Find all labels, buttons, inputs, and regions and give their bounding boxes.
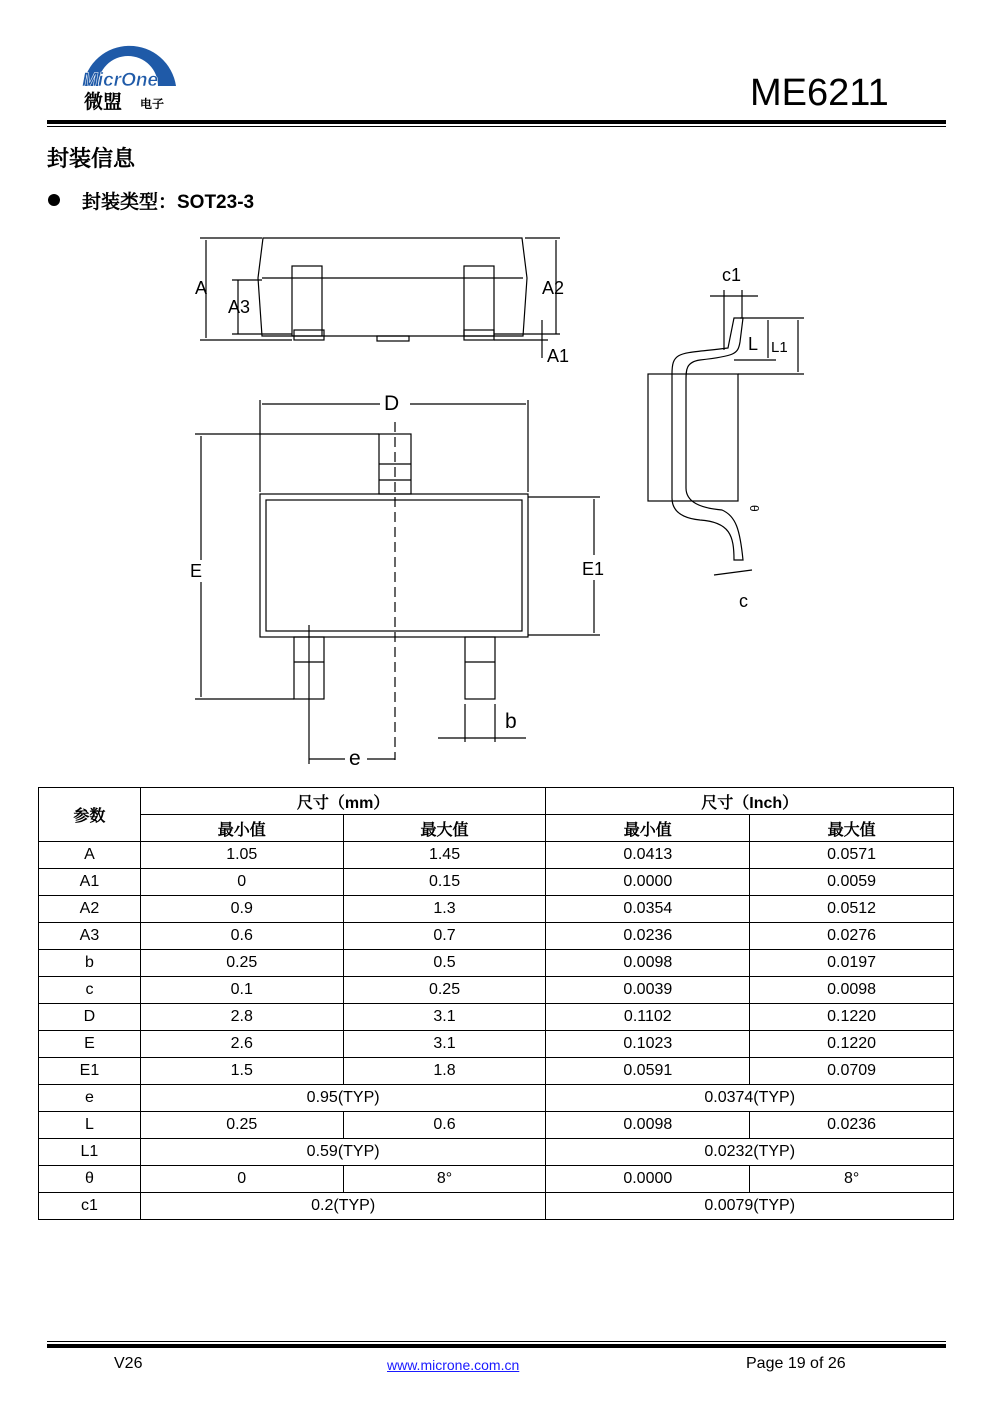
cell-mm-max: 3.1 [343,1004,546,1031]
cell-in-min: 0.0098 [546,950,750,977]
cell-mm-typ: 0.59(TYP) [140,1139,546,1166]
cell-p: A1 [39,869,141,896]
cell-in-max: 0.0276 [750,923,954,950]
cell-mm-min: 0.1 [140,977,343,1004]
cell-in-min: 0.0098 [546,1112,750,1139]
svg-text:e: e [349,747,361,770]
param-header: 参数 [39,788,141,842]
cell-in-max: 0.0709 [750,1058,954,1085]
cell-in-min: 0.0236 [546,923,750,950]
table-row [39,896,954,923]
cell-p: A [39,842,141,869]
table-row [39,842,954,869]
cell-mm-min: 2.8 [140,1004,343,1031]
svg-text:微盟: 微盟 [84,92,123,113]
website-link[interactable]: www.microne.com.cn [387,1357,520,1373]
cell-mm-min: 0.6 [140,923,343,950]
cell-in-max: 0.0197 [750,950,954,977]
cell-mm-max: 3.1 [343,1031,546,1058]
svg-text:电子: 电子 [140,97,165,111]
mm-header: 尺寸（mm） [140,788,546,815]
cell-mm-min: 0 [140,869,343,896]
cell-in-max: 0.1220 [750,1031,954,1058]
cell-in-min: 0.0413 [546,842,750,869]
cell-in-min: 0.1023 [546,1031,750,1058]
inch-header: 尺寸（Inch） [546,788,954,815]
cell-p: E1 [39,1058,141,1085]
table-row [39,1031,954,1058]
table-row [39,1139,954,1166]
svg-text:L: L [748,334,759,354]
dimensions-table [38,787,954,1220]
cell-in-max: 0.0512 [750,896,954,923]
svg-text:MicrOne: MicrOne [82,70,159,91]
cell-in-typ: 0.0374(TYP) [546,1085,954,1112]
table-row [39,977,954,1004]
cell-mm-max: 1.8 [343,1058,546,1085]
package-type-label: 封装类型：SOT23-3 [82,192,255,213]
cell-in-max: 0.0571 [750,842,954,869]
cell-mm-min: 0.25 [140,1112,343,1139]
cell-in-min: 0.0354 [546,896,750,923]
svg-text:A3: A3 [228,297,251,317]
cell-p: A3 [39,923,141,950]
footer-rule-thin [47,1341,946,1342]
cell-mm-min: 0 [140,1166,343,1193]
svg-text:A1: A1 [547,346,570,366]
microne-logo [78,24,180,114]
inch-min-header: 最小值 [546,815,750,842]
cell-p: e [39,1085,141,1112]
table-row [39,1193,954,1220]
cell-p: c1 [39,1193,141,1220]
cell-mm-max: 8° [343,1166,546,1193]
cell-in-max: 0.0236 [750,1112,954,1139]
table-row [39,869,954,896]
cell-mm-typ: 0.95(TYP) [140,1085,546,1112]
cell-in-min: 0.0591 [546,1058,750,1085]
table-row [39,1112,954,1139]
cell-mm-min: 2.6 [140,1031,343,1058]
cell-mm-max: 1.3 [343,896,546,923]
cell-mm-min: 0.25 [140,950,343,977]
footer-rule [47,1344,946,1348]
cell-in-min: 0.0000 [546,869,750,896]
cell-mm-max: 0.6 [343,1112,546,1139]
cell-p: L [39,1112,141,1139]
cell-mm-min: 1.5 [140,1058,343,1085]
svg-text:b: b [505,710,517,733]
cell-p: A2 [39,896,141,923]
cell-in-max: 8° [750,1166,954,1193]
svg-text:A: A [195,278,208,298]
svg-text:E1: E1 [582,559,605,579]
cell-in-min: 0.0039 [546,977,750,1004]
cell-p: b [39,950,141,977]
version: V26 [114,1355,143,1372]
cell-mm-min: 0.9 [140,896,343,923]
svg-text:D: D [384,392,400,415]
cell-in-typ: 0.0079(TYP) [546,1193,954,1220]
svg-text:L1: L1 [771,339,788,356]
table-row [39,1004,954,1031]
mm-max-header: 最大值 [343,815,546,842]
header-rule [47,120,946,124]
table-row [39,1058,954,1085]
drawing-labels [0,230,991,780]
table-row [39,950,954,977]
cell-mm-min: 1.05 [140,842,343,869]
inch-max-header: 最大值 [750,815,954,842]
svg-text:A2: A2 [542,278,565,298]
svg-text:E: E [190,561,203,581]
cell-in-max: 0.0098 [750,977,954,1004]
cell-in-min: 0.1102 [546,1004,750,1031]
svg-text:c1: c1 [722,265,742,285]
cell-mm-typ: 0.2(TYP) [140,1193,546,1220]
cell-mm-max: 1.45 [343,842,546,869]
table-row [39,1085,954,1112]
cell-mm-max: 0.7 [343,923,546,950]
cell-mm-max: 0.25 [343,977,546,1004]
cell-p: c [39,977,141,1004]
cell-in-max: 0.1220 [750,1004,954,1031]
cell-mm-max: 0.15 [343,869,546,896]
cell-mm-max: 0.5 [343,950,546,977]
cell-in-max: 0.0059 [750,869,954,896]
table-row [39,923,954,950]
cell-in-typ: 0.0232(TYP) [546,1139,954,1166]
bullet-icon [48,194,60,206]
cell-p: E [39,1031,141,1058]
page-number: Page 19 of 26 [746,1355,846,1372]
svg-text:c: c [739,591,748,611]
mm-min-header: 最小值 [140,815,343,842]
cell-p: θ [39,1166,141,1193]
document-title: ME6211 [750,72,889,114]
cell-in-min: 0.0000 [546,1166,750,1193]
cell-p: L1 [39,1139,141,1166]
table-row [39,1166,954,1193]
svg-text:θ: θ [747,505,761,512]
section-title: 封装信息 [47,146,136,171]
cell-p: D [39,1004,141,1031]
header-rule-thin [47,126,946,127]
